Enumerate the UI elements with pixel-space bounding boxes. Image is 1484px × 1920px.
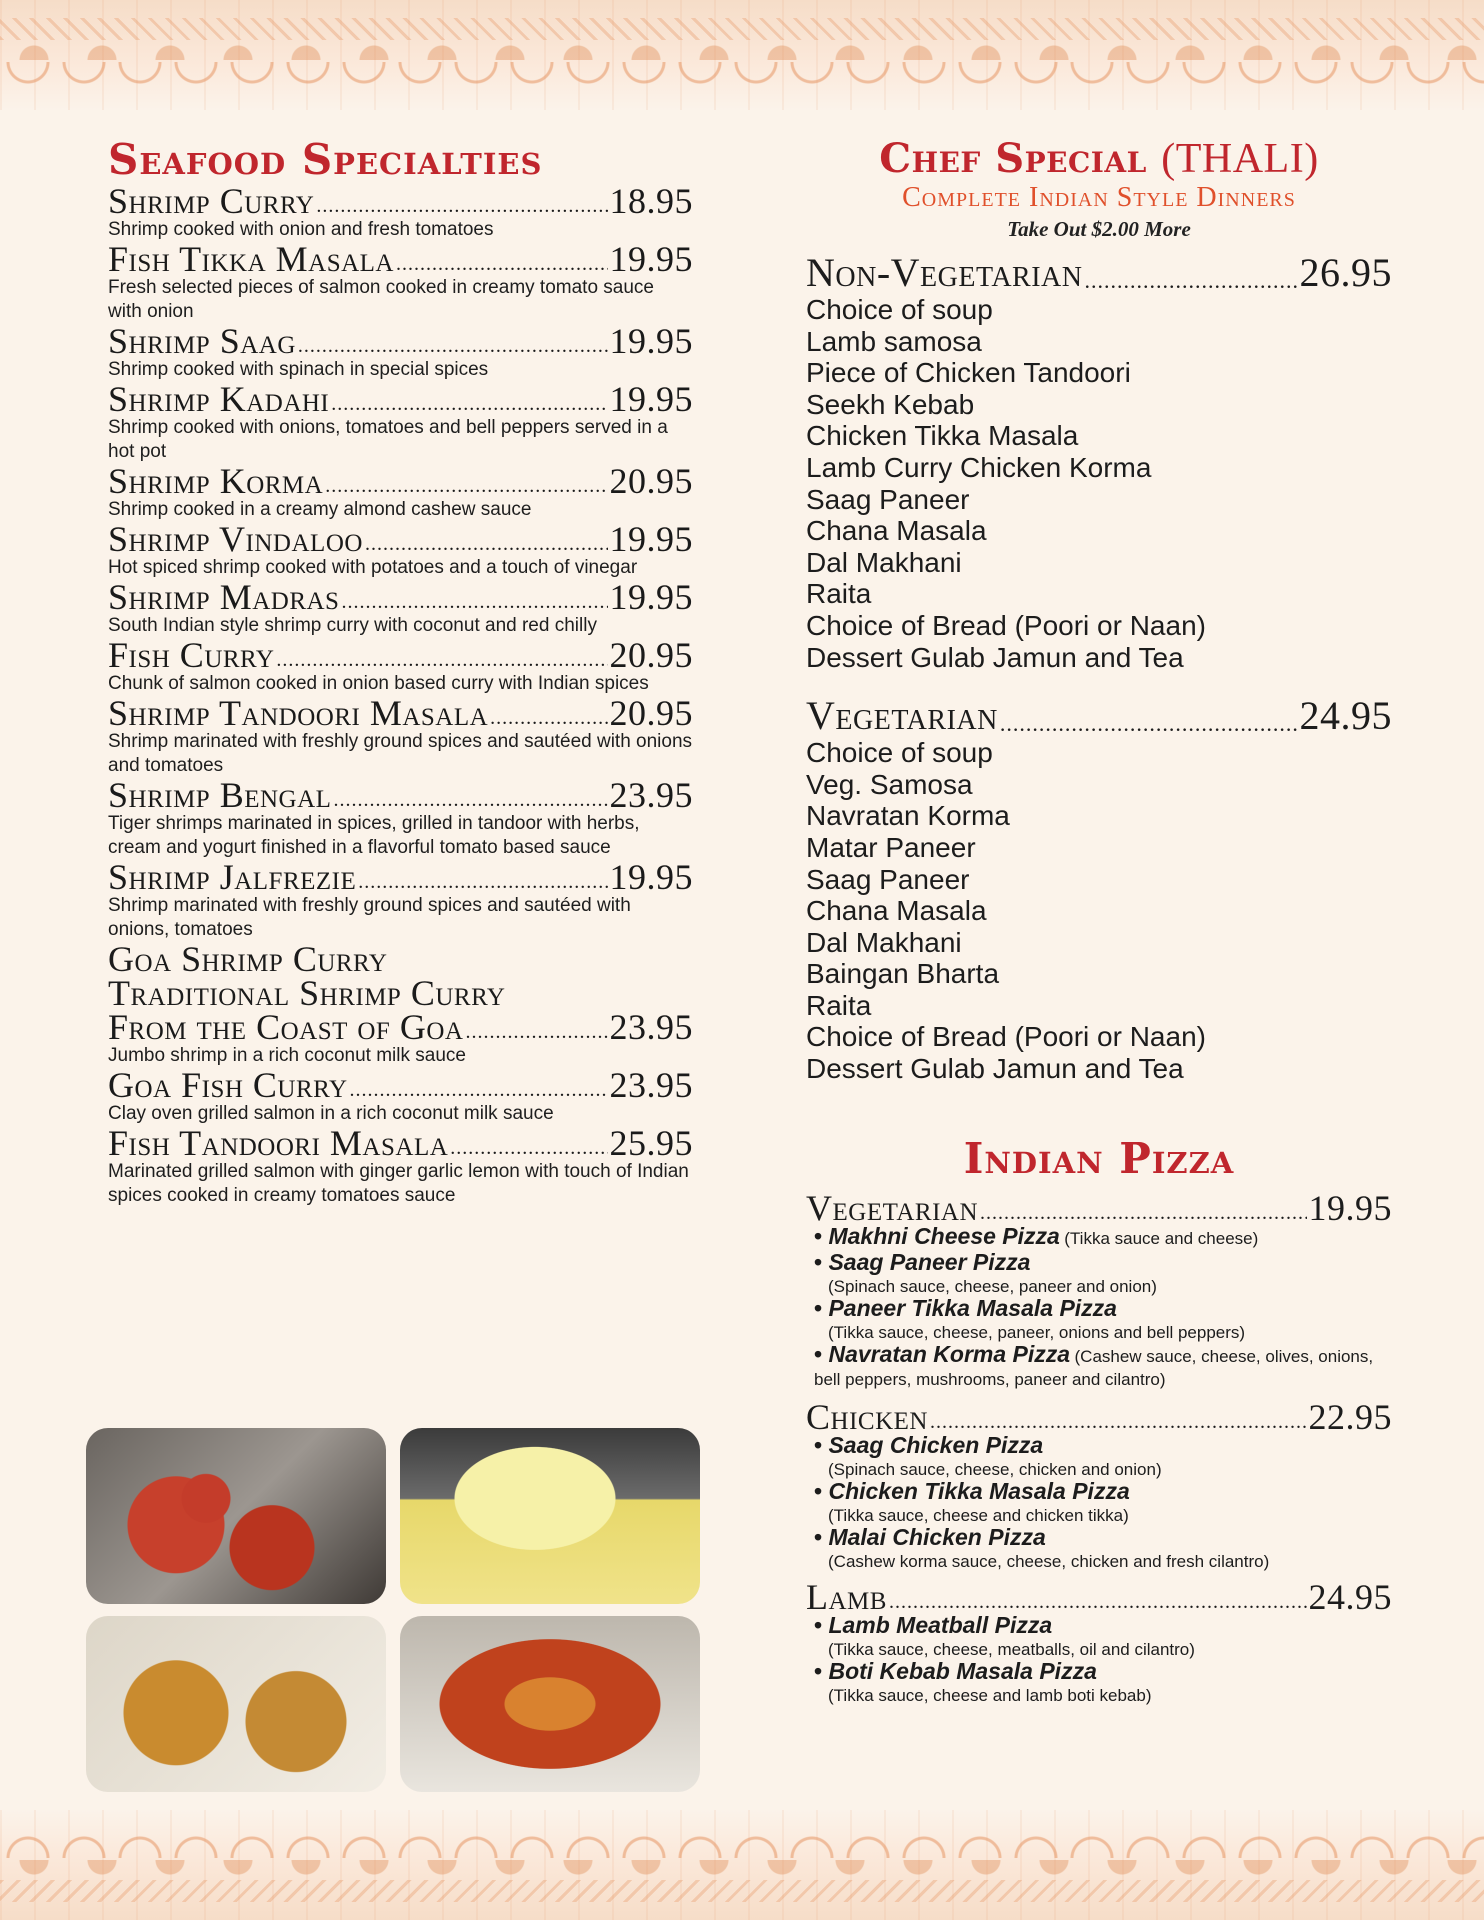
- thali-dish: Dal Makhani: [806, 546, 962, 578]
- chef-special-label: Chef Special: [879, 135, 1147, 182]
- top-decorative-border: [0, 0, 1484, 110]
- menu-item-shrimp-jalfrezie: [108, 857, 693, 942]
- pizza-group-head: [806, 1576, 1392, 1617]
- leader-dots: [298, 334, 608, 358]
- item-name: Shrimp Madras: [108, 577, 340, 617]
- thali-label: (THALI): [1161, 136, 1319, 182]
- leader-dots: [276, 648, 607, 672]
- menu-item-shrimp-curry: [108, 181, 693, 242]
- item-description: South Indian style shrimp curry with coconut and red chilly: [108, 615, 597, 636]
- pizza-description: (Tikka sauce, cheese, meatballs, oil and cilantro): [828, 1639, 1195, 1659]
- thali-group-name: Vegetarian: [806, 693, 998, 739]
- pizza-description: (Cashew sauce, cheese, olives, onions, bell peppers, mushrooms, paneer and cilantro): [814, 1346, 1374, 1389]
- leader-dots: [396, 252, 608, 276]
- thali-dish: Veg. Samosa: [806, 768, 973, 800]
- pizza-item: [814, 1657, 1392, 1706]
- thali-subtitle: Complete Indian Style Dinners: [902, 182, 1296, 213]
- item-name: Shrimp Curry: [108, 181, 315, 221]
- leader-dots: [980, 1201, 1306, 1225]
- pizza-item: [814, 1294, 1392, 1343]
- pizza-name: • Paneer Tikka Masala Pizza: [814, 1295, 1117, 1321]
- pizza-groups: [806, 1187, 1392, 1706]
- leader-dots: [316, 194, 607, 218]
- thali-group-name: Non-Vegetarian: [806, 250, 1083, 295]
- item-price: 18.95: [609, 181, 693, 221]
- item-head: [108, 519, 693, 559]
- seafood-section: [108, 136, 693, 1208]
- seafood-list-2: [108, 1065, 693, 1208]
- thali-dish: Dessert Gulab Jamun and Tea: [806, 641, 1184, 673]
- item-head: [108, 577, 693, 617]
- item-name: Shrimp Tandoori Masala: [108, 693, 489, 733]
- pizza-group-price: 19.95: [1308, 1187, 1392, 1228]
- item-price: 19.95: [609, 379, 693, 419]
- thali-dish: Choice of Bread (Poori or Naan): [806, 1021, 1206, 1053]
- item-price: 20.95: [609, 461, 693, 501]
- bottom-decorative-border: [0, 1810, 1484, 1920]
- leader-dots: [350, 1078, 608, 1102]
- item-name: Fish Curry: [108, 635, 275, 675]
- leader-dots: [930, 1410, 1307, 1434]
- item-description: Chunk of salmon cooked in onion based curry with Indian spices: [108, 673, 649, 694]
- menu-item-goa-shrimp-curry: [108, 939, 693, 1068]
- pizza-group-vegetarian: [806, 1187, 1392, 1392]
- thali-group-price: 26.95: [1299, 250, 1392, 295]
- item-name: Shrimp Korma: [108, 461, 324, 501]
- leader-dots: [465, 1020, 607, 1044]
- item-name: Fish Tikka Masala: [108, 239, 394, 279]
- item-description: Shrimp marinated with freshly ground spices and sautéed with onions, tomatoes: [108, 895, 631, 940]
- thali-dish: Chana Masala: [806, 515, 987, 547]
- leader-dots: [1085, 268, 1298, 294]
- menu-item-shrimp-korma: [108, 461, 693, 522]
- menu-item-shrimp-kadahi: [108, 379, 693, 464]
- pizza-name: • Malai Chicken Pizza: [814, 1524, 1046, 1550]
- item-description: Shrimp marinated with freshly ground spices and sautéed with onions and tomatoes: [108, 731, 693, 776]
- thali-dish: Baingan Bharta: [806, 958, 1000, 990]
- thali-dish: Choice of soup: [806, 294, 993, 325]
- item-name: Shrimp Bengal: [108, 775, 332, 815]
- gulab-jamun-photo: [86, 1428, 386, 1604]
- pizza-description: (Spinach sauce, cheese, paneer and onion): [828, 1276, 1157, 1296]
- pizza-list: [806, 1222, 1392, 1392]
- thali-dish: Choice of soup: [806, 737, 993, 769]
- item-name: Shrimp Jalfrezie: [108, 857, 357, 897]
- item-price: 23.95: [609, 775, 693, 815]
- item-price: 20.95: [609, 635, 693, 675]
- thali-dish: Matar Paneer: [806, 831, 976, 863]
- menu-item-fish-tikka-masala: [108, 239, 693, 324]
- leader-dots: [889, 1590, 1307, 1614]
- pizza-description: (Tikka sauce, cheese, paneer, onions and bell peppers): [828, 1322, 1246, 1342]
- vegetable-pakora-photo: [86, 1616, 386, 1792]
- menu-item-shrimp-tandoori-masala: [108, 693, 693, 778]
- item-name: Shrimp Kadahi: [108, 379, 330, 419]
- item-head: [108, 239, 693, 279]
- pizza-description: (Spinach sauce, cheese, chicken and onion): [828, 1459, 1162, 1479]
- item-name: Fish Tandoori Masala: [108, 1123, 449, 1163]
- pizza-description: (Cashew korma sauce, cheese, chicken and fresh cilantro): [828, 1551, 1270, 1571]
- leader-dots: [358, 870, 607, 894]
- nonveg-list: [806, 294, 1392, 673]
- thali-dish: Navratan Korma: [806, 800, 1010, 832]
- pizza-name: • Lamb Meatball Pizza: [814, 1612, 1052, 1638]
- item-description: Clay oven grilled salmon in a rich coconut milk sauce: [108, 1103, 554, 1124]
- leader-dots: [1000, 711, 1298, 737]
- pizza-group-head: [806, 1396, 1392, 1437]
- leader-dots: [450, 1136, 607, 1160]
- thali-title: [806, 136, 1392, 182]
- thali-section: [806, 136, 1392, 1706]
- pizza-description: (Tikka sauce and cheese): [1064, 1228, 1259, 1248]
- pizza-group-price: 22.95: [1308, 1396, 1392, 1437]
- item-head: [108, 181, 693, 221]
- thali-dish: Seekh Kebab: [806, 388, 975, 420]
- menu-item-fish-curry: [108, 635, 693, 696]
- item-price: 20.95: [609, 693, 693, 733]
- leader-dots: [365, 532, 608, 556]
- pizza-item: [814, 1523, 1392, 1572]
- item-price: 19.95: [609, 519, 693, 559]
- item-price: 19.95: [609, 577, 693, 617]
- item-description: Shrimp cooked with onions, tomatoes and bell peppers served in a hot pot: [108, 417, 668, 462]
- pizza-description: (Tikka sauce, cheese and lamb boti kebab): [828, 1685, 1152, 1705]
- menu-item-shrimp-madras: [108, 577, 693, 638]
- item-head: [108, 321, 693, 361]
- item-description: Hot spiced shrimp cooked with potatoes and a touch of vinegar: [108, 557, 638, 578]
- menu-item-shrimp-vindaloo: [108, 519, 693, 580]
- pizza-description: (Tikka sauce, cheese and chicken tikka): [828, 1505, 1129, 1525]
- mango-lassi-photo: [400, 1428, 700, 1604]
- item-description: Jumbo shrimp in a rich coconut milk sauce: [108, 1045, 466, 1066]
- leader-dots: [331, 392, 607, 416]
- leader-dots: [333, 788, 607, 812]
- pizza-list: [806, 1431, 1392, 1572]
- seafood-title: Seafood Specialties: [108, 135, 543, 184]
- item-description: Shrimp cooked with spinach in special spices: [108, 359, 489, 380]
- pizza-list: [806, 1611, 1392, 1706]
- item-head: [108, 1123, 693, 1163]
- menu-item-shrimp-saag: [108, 321, 693, 382]
- thali-dish: Chana Masala: [806, 895, 987, 927]
- item-price: 25.95: [609, 1123, 693, 1163]
- thali-dish: Piece of Chicken Tandoori: [806, 357, 1131, 389]
- item-description: Tiger shrimps marinated in spices, grilled in tandoor with herbs, cream and yogurt finished in a flavorful tomato based sauce: [108, 813, 640, 858]
- thali-group-price: 24.95: [1299, 693, 1392, 739]
- item-description: Shrimp cooked with onion and fresh tomatoes: [108, 219, 494, 240]
- thali-dish: Dessert Gulab Jamun and Tea: [806, 1053, 1184, 1085]
- item-head: [108, 379, 693, 419]
- pizza-group-name: Chicken: [806, 1396, 928, 1437]
- goa-title-line-3: From the Coast of Goa: [108, 1007, 464, 1047]
- pizza-name: • Makhni Cheese Pizza: [814, 1223, 1060, 1249]
- item-description: Fresh selected pieces of salmon cooked in creamy tomato sauce with onion: [108, 277, 654, 322]
- pizza-group-chicken: [806, 1396, 1392, 1572]
- pizza-item: [814, 1431, 1392, 1480]
- seafood-list: [108, 181, 693, 942]
- thali-dish: Chicken Tikka Masala: [806, 420, 1079, 452]
- takeout-note: Take Out $2.00 More: [1007, 217, 1191, 241]
- item-description: Marinated grilled salmon with ginger garlic lemon with touch of Indian spices cooked in creamy tomatoes sauce: [108, 1161, 689, 1206]
- curry-bowl-photo: [400, 1616, 700, 1792]
- item-description: Shrimp cooked in a creamy almond cashew sauce: [108, 499, 532, 520]
- thali-dish: Saag Paneer: [806, 483, 970, 515]
- pizza-item: [814, 1477, 1392, 1526]
- pizza-group-name: Vegetarian: [806, 1187, 979, 1228]
- pizza-group-price: 24.95: [1308, 1576, 1392, 1617]
- pizza-name: • Chicken Tikka Masala Pizza: [814, 1478, 1130, 1504]
- thali-dish: Choice of Bread (Poori or Naan): [806, 609, 1206, 641]
- goa-title-line-2: Traditional Shrimp Curry: [108, 973, 506, 1013]
- leader-dots: [490, 706, 607, 730]
- item-name: Goa Fish Curry: [108, 1065, 348, 1105]
- item-price: 23.95: [609, 1007, 693, 1047]
- veg-list: [806, 737, 1392, 1085]
- item-head: [108, 693, 693, 733]
- thali-veg: [806, 695, 1392, 1085]
- pizza-item: [814, 1222, 1392, 1251]
- pizza-section: [806, 1135, 1392, 1706]
- thali-dish: Lamb Curry Chicken Korma: [806, 451, 1152, 483]
- menu-item-shrimp-bengal: [108, 775, 693, 860]
- thali-dish: Lamb samosa: [806, 325, 982, 357]
- item-price: 19.95: [609, 321, 693, 361]
- item-head: [108, 775, 693, 815]
- pizza-group-head: [806, 1187, 1392, 1228]
- menu-item-goa-fish-curry: [108, 1065, 693, 1126]
- food-photo-grid: [86, 1428, 700, 1792]
- pizza-title: Indian Pizza: [963, 1133, 1235, 1183]
- pizza-group-name: Lamb: [806, 1576, 887, 1617]
- pizza-item: [814, 1248, 1392, 1297]
- thali-dish: Raita: [806, 578, 872, 610]
- leader-dots: [325, 474, 607, 498]
- item-head: [108, 857, 693, 897]
- pizza-group-lamb: [806, 1576, 1392, 1706]
- thali-dish: Saag Paneer: [806, 863, 970, 895]
- pizza-name: • Saag Paneer Pizza: [814, 1249, 1030, 1275]
- thali-dish: Raita: [806, 989, 872, 1021]
- pizza-item: [814, 1340, 1392, 1392]
- item-name: Shrimp Vindaloo: [108, 519, 363, 559]
- pizza-name: • Boti Kebab Masala Pizza: [814, 1658, 1097, 1684]
- item-price: 19.95: [609, 239, 693, 279]
- item-price: 19.95: [609, 857, 693, 897]
- pizza-name: • Saag Chicken Pizza: [814, 1432, 1043, 1458]
- item-head: [108, 1065, 693, 1105]
- thali-dish: Dal Makhani: [806, 926, 962, 958]
- item-name: Shrimp Saag: [108, 321, 296, 361]
- pizza-name: • Navratan Korma Pizza: [814, 1341, 1070, 1367]
- pizza-item: [814, 1611, 1392, 1660]
- thali-nonveg: [806, 252, 1392, 673]
- menu-item-fish-tandoori-masala: [108, 1123, 693, 1208]
- item-head: [108, 635, 693, 675]
- leader-dots: [341, 590, 607, 614]
- goa-title-line-1: Goa Shrimp Curry: [108, 939, 388, 979]
- item-head: [108, 461, 693, 501]
- item-price: 23.95: [609, 1065, 693, 1105]
